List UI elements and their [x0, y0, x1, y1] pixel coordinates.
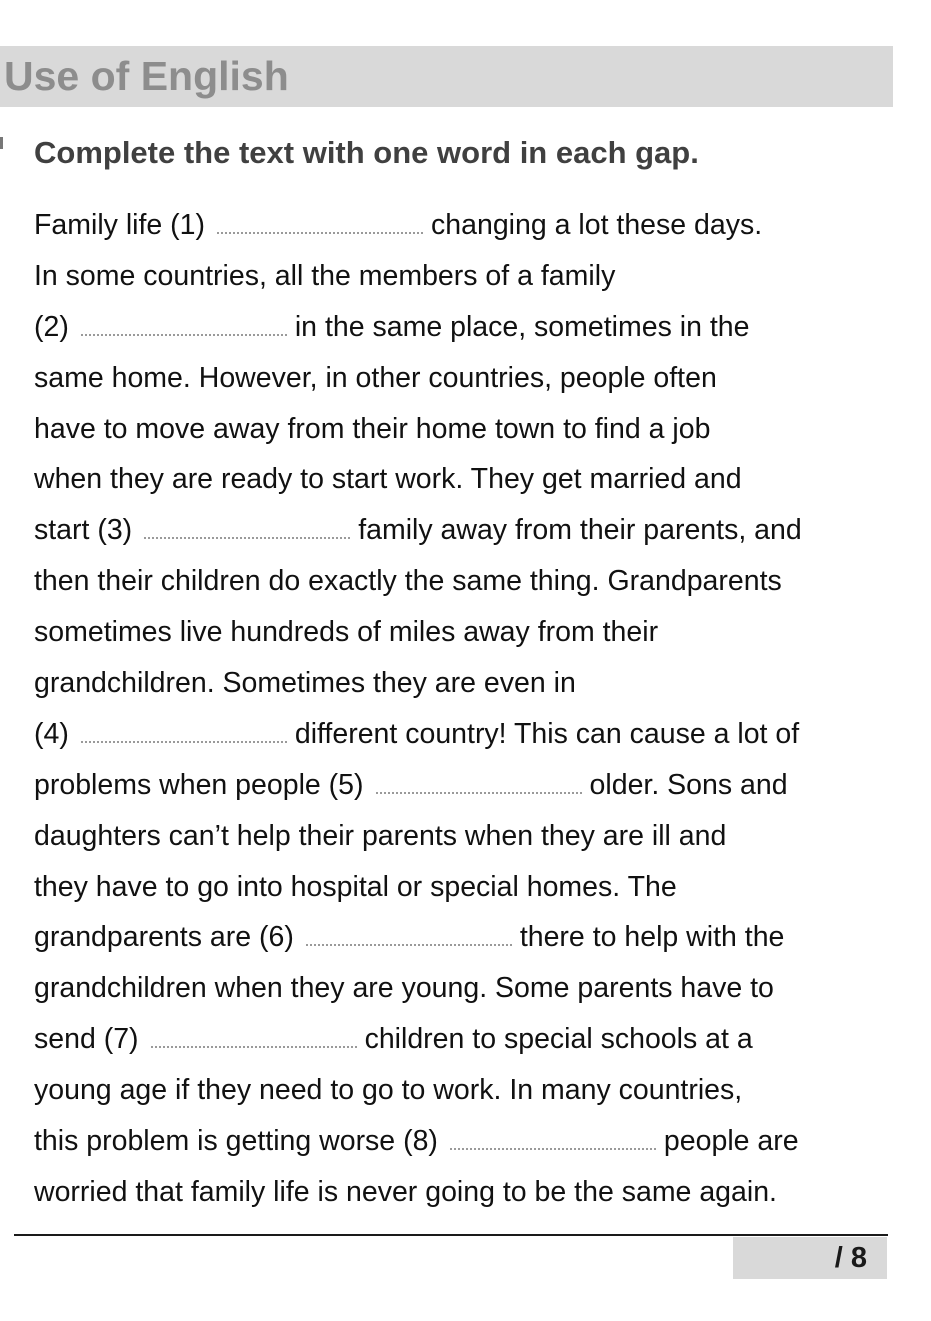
passage-line-18: young age if they need to go to work. In many countries,	[34, 1074, 743, 1107]
line-text: different country! This can cause a lot of	[294, 717, 800, 750]
passage-line-6: when they are ready to start work. They get married and	[34, 463, 742, 496]
footer-divider	[14, 1234, 888, 1236]
answer-gap-6[interactable]	[306, 924, 512, 946]
passage-line-2: In some countries, all the members of a family	[34, 259, 616, 292]
line-text: grandparents are (6)	[34, 921, 294, 954]
line-text: send (7)	[34, 1023, 139, 1056]
line-text: there to help with the	[519, 921, 785, 954]
passage-line-12	[34, 760, 904, 811]
answer-gap-5[interactable]	[376, 772, 582, 794]
section-title: Use of English	[4, 53, 289, 99]
passage-line-4: same home. However, in other countries, people often	[34, 361, 717, 394]
passage-line-3	[34, 302, 904, 353]
passage-line-10: grandchildren. Sometimes they are even in	[34, 667, 576, 700]
gap-fill-passage	[34, 200, 904, 1218]
line-text: changing a lot these days.	[431, 209, 763, 241]
answer-gap-2[interactable]	[81, 314, 287, 336]
answer-gap-1[interactable]	[217, 212, 423, 234]
answer-gap-8[interactable]	[450, 1128, 656, 1150]
passage-line-20: worried that family life is never going to be the same again.	[34, 1175, 777, 1208]
section-header	[0, 46, 893, 107]
passage-line-11	[34, 709, 904, 760]
answer-gap-3[interactable]	[144, 517, 350, 539]
line-text: in the same place, sometimes in the	[294, 310, 750, 343]
answer-gap-4[interactable]	[81, 721, 287, 743]
passage-line-5: have to move away from their home town to find a job	[34, 412, 711, 445]
exercise-instruction: Complete the text with one word in each gap.	[34, 135, 699, 170]
line-text: children to special schools at a	[364, 1023, 753, 1056]
line-text: (2)	[34, 310, 69, 343]
line-text: start (3)	[34, 514, 133, 547]
passage-line-19	[34, 1116, 904, 1167]
line-text: problems when people (5)	[34, 768, 364, 801]
score-box	[733, 1237, 887, 1279]
score-total: / 8	[834, 1242, 867, 1274]
passage-line-13: daughters can’t help their parents when they are ill and	[34, 819, 727, 852]
passage-line-7	[34, 505, 904, 556]
passage-line-1	[34, 200, 904, 251]
page-edge-mark	[0, 137, 3, 149]
passage-line-9: sometimes live hundreds of miles away from their	[34, 616, 659, 649]
passage-line-16: grandchildren when they are young. Some parents have to	[34, 972, 774, 1005]
passage-line-15	[34, 912, 904, 963]
line-text: family away from their parents, and	[358, 514, 802, 547]
passage-line-17	[34, 1014, 904, 1065]
passage-line-14: they have to go into hospital or special homes. The	[34, 870, 677, 903]
answer-gap-7[interactable]	[151, 1026, 357, 1048]
line-text: Family life (1)	[34, 209, 206, 241]
line-text: (4)	[34, 717, 69, 750]
line-text: older. Sons and	[589, 768, 788, 801]
passage-line-8: then their children do exactly the same thing. Grandparents	[34, 565, 782, 598]
line-text: this problem is getting worse (8)	[34, 1125, 438, 1158]
line-text: people are	[663, 1125, 799, 1158]
